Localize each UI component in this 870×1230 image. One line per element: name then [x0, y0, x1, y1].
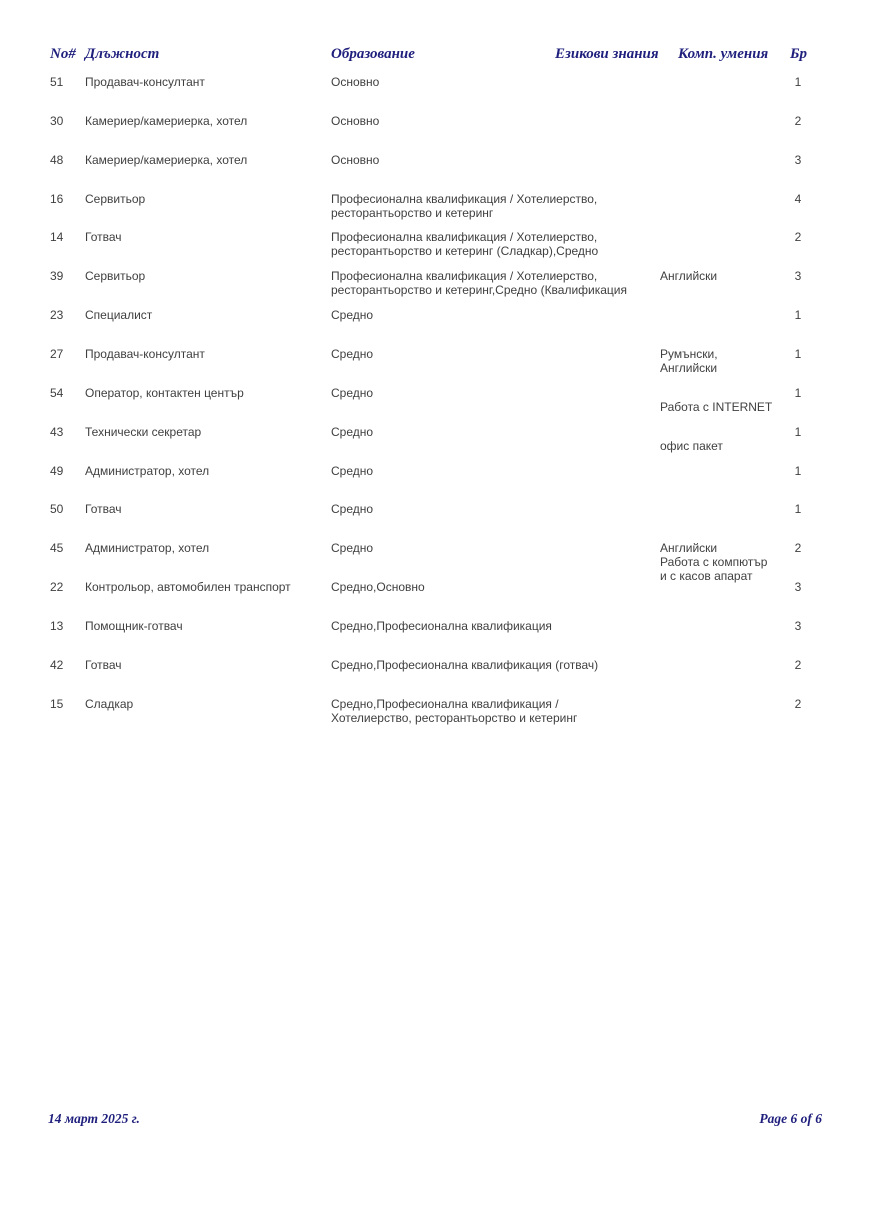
row-count: 3	[794, 580, 802, 595]
text-line: Английски	[660, 541, 718, 556]
row-position: Готвач	[85, 502, 122, 517]
row-education	[331, 580, 646, 594]
row-position: Камериер/камериерка, хотел	[85, 152, 248, 167]
table-row	[0, 658, 870, 697]
row-computer-skills	[660, 439, 798, 453]
row-position: Администратор, хотел	[85, 463, 210, 478]
text-line: Хотелиерство, ресторантьорство и кетеринг	[331, 710, 578, 725]
text-line: Професионална квалификация / Хотелиерство,	[331, 230, 598, 245]
row-count: 3	[794, 618, 802, 633]
row-education	[331, 658, 646, 672]
text-line: Средно	[331, 541, 374, 556]
row-count: 3	[794, 152, 802, 167]
column-header-education: Образование	[331, 46, 415, 62]
table-row	[0, 541, 870, 584]
text-line: офис пакет	[660, 438, 723, 453]
table-row	[0, 153, 870, 192]
table-row	[0, 386, 870, 425]
text-line: Средно,Професионална квалификация (готвач)	[331, 657, 599, 672]
row-number: 48	[50, 152, 64, 167]
row-education	[331, 192, 646, 220]
row-count: 2	[794, 541, 802, 556]
row-education	[331, 153, 646, 167]
column-header-languages: Езикови знания	[555, 46, 659, 62]
text-line: Работа с компютър	[660, 555, 768, 570]
row-count: 1	[794, 346, 802, 361]
row-education	[331, 697, 646, 725]
row-position: Готвач	[85, 657, 122, 672]
table-row	[0, 75, 870, 114]
row-education	[331, 75, 646, 89]
text-line: ресторантьорство и кетеринг,Средно (Квалификация	[331, 283, 628, 298]
row-education	[331, 114, 646, 128]
table-row	[0, 502, 870, 541]
row-skills	[660, 425, 798, 453]
text-line: Средно	[331, 385, 374, 400]
row-count: 1	[794, 463, 802, 478]
row-number: 42	[50, 657, 64, 672]
row-count: 2	[794, 113, 802, 128]
text-line: Средно,Професионална квалификация /	[331, 696, 559, 711]
row-number: 51	[50, 75, 64, 89]
text-line: и с касов апарат	[660, 569, 753, 584]
text-line: Средно	[331, 463, 374, 478]
row-count: 1	[794, 308, 802, 323]
table-row	[0, 192, 870, 231]
table-row	[0, 464, 870, 503]
table-row	[0, 619, 870, 658]
row-count: 2	[794, 657, 802, 672]
row-count: 2	[794, 230, 802, 245]
row-position: Камериер/камериерка, хотел	[85, 113, 248, 128]
row-position: Сервитьор	[85, 269, 146, 284]
row-number: 39	[50, 269, 64, 284]
row-number: 13	[50, 618, 64, 633]
table-row	[0, 308, 870, 347]
row-position: Специалист	[85, 308, 153, 323]
footer-page-number: Page 6 of 6	[759, 1111, 822, 1126]
row-number: 43	[50, 424, 64, 439]
text-line: Английски	[660, 269, 718, 284]
row-number: 54	[50, 385, 64, 400]
row-education	[331, 386, 646, 400]
row-education	[331, 269, 646, 297]
row-skills	[660, 386, 798, 414]
text-line: Професионална квалификация / Хотелиерство,	[331, 191, 598, 206]
row-education	[331, 308, 646, 322]
table-row	[0, 425, 870, 464]
row-position: Сладкар	[85, 696, 134, 711]
row-number: 23	[50, 308, 64, 323]
row-languages	[660, 269, 798, 283]
row-number: 45	[50, 541, 64, 556]
row-skills	[660, 541, 798, 583]
row-position: Администратор, хотел	[85, 541, 210, 556]
table-row	[0, 230, 870, 269]
row-languages	[660, 541, 798, 555]
column-header-computer: Комп. умения	[678, 46, 769, 62]
row-languages	[660, 347, 798, 375]
text-line: Румънски,	[660, 346, 718, 361]
row-position: Сервитьор	[85, 191, 146, 206]
row-education	[331, 425, 646, 439]
text-line: Английски	[660, 360, 718, 375]
row-languages	[660, 425, 798, 439]
row-number: 49	[50, 463, 64, 478]
row-position: Готвач	[85, 230, 122, 245]
row-education	[331, 502, 646, 516]
column-header-position: Длъжност	[85, 46, 160, 62]
row-number: 22	[50, 580, 64, 595]
row-position: Технически секретар	[85, 424, 202, 439]
row-count: 2	[794, 696, 802, 711]
row-education	[331, 464, 646, 478]
row-position: Оператор, контактен център	[85, 385, 244, 400]
footer-date: 14 март 2025 г.	[48, 1111, 140, 1126]
row-position: Помощник-готвач	[85, 618, 183, 633]
row-number: 50	[50, 502, 64, 517]
row-number: 14	[50, 230, 64, 245]
text-line: ресторантьорство и кетеринг (Сладкар),Средно	[331, 244, 599, 259]
row-position: Продавач-консултант	[85, 346, 205, 361]
column-header-count: Бр	[790, 46, 808, 62]
row-skills	[660, 347, 798, 375]
text-line: Средно	[331, 308, 374, 323]
text-line: Основно	[331, 75, 380, 89]
row-computer-skills	[660, 555, 798, 583]
row-education	[331, 347, 646, 361]
text-line: Работа с INTERNET	[660, 399, 773, 414]
row-education	[331, 230, 646, 258]
text-line: Основно	[331, 152, 380, 167]
row-position: Контрольор, автомобилен транспорт	[85, 580, 291, 595]
table-row	[0, 269, 870, 308]
text-line: Средно,Професионална квалификация	[331, 618, 552, 633]
table-row	[0, 580, 870, 619]
row-number: 30	[50, 113, 64, 128]
row-number: 27	[50, 346, 64, 361]
row-education	[331, 619, 646, 633]
text-line: Средно	[331, 346, 374, 361]
column-header-no: No#	[50, 46, 76, 62]
row-count: 1	[794, 502, 802, 517]
table-row	[0, 697, 870, 736]
row-education	[331, 541, 646, 555]
row-number: 15	[50, 696, 64, 711]
row-number: 16	[50, 191, 64, 206]
table-row	[0, 347, 870, 386]
row-skills	[660, 269, 798, 283]
row-count: 4	[794, 191, 802, 206]
row-count: 1	[794, 424, 802, 439]
row-position: Продавач-консултант	[85, 75, 205, 89]
row-count: 1	[794, 75, 802, 89]
row-count: 3	[794, 269, 802, 284]
table-row	[0, 114, 870, 153]
text-line: Средно	[331, 424, 374, 439]
row-languages	[660, 386, 798, 400]
text-line: Средно	[331, 502, 374, 517]
text-line: Основно	[331, 113, 380, 128]
text-line: Професионална квалификация / Хотелиерство,	[331, 269, 598, 284]
text-line: Средно,Основно	[331, 580, 425, 595]
row-count: 1	[794, 385, 802, 400]
row-computer-skills	[660, 400, 798, 414]
text-line: ресторантьорство и кетеринг	[331, 205, 494, 220]
